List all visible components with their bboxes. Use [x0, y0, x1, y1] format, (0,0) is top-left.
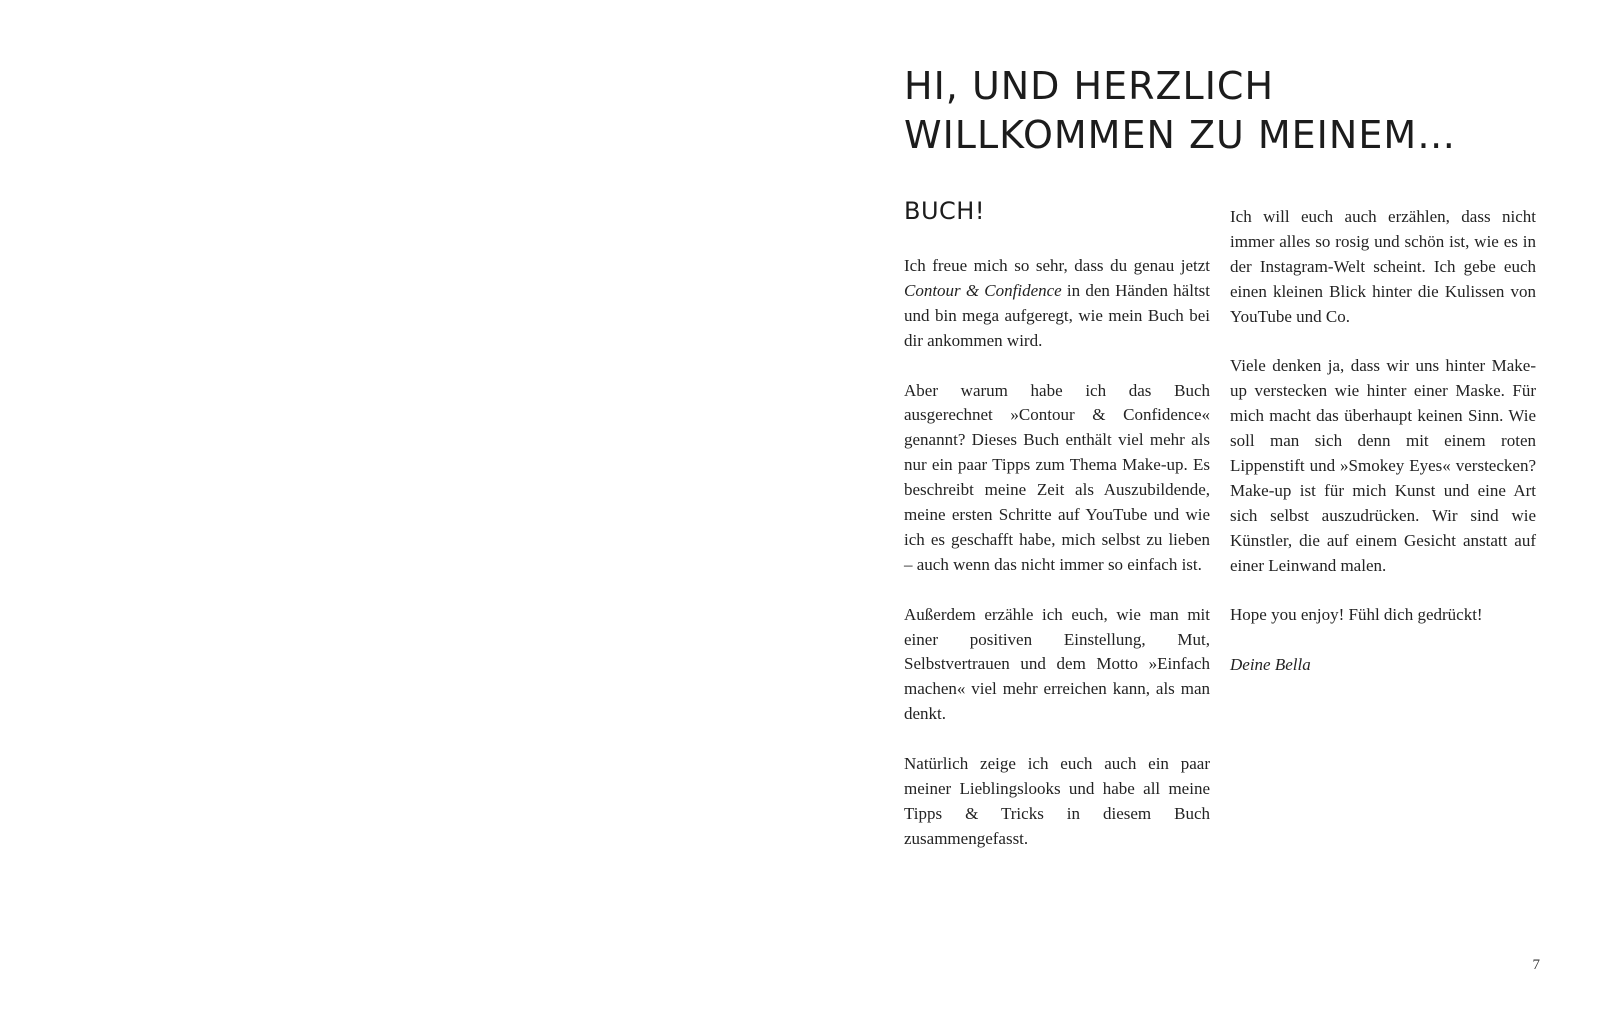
paragraph-attitude: Außerdem erzähle ich euch, wie man mit einer positiven Einstellung, Mut, Selbstvertrauen und dem Motto »Einfach machen« viel mehr erreichen kann, als man denkt.: [904, 604, 1210, 724]
intro-text-end: in den Händen hältst und bin mega aufgeregt, wie mein Buch bei dir ankommen wird.: [904, 280, 1211, 350]
intro-text-start: Ich freue mich so sehr, dass du genau jetzt: [904, 256, 1210, 275]
paragraph-intro: [904, 254, 1210, 354]
signature: Deine Bella: [1230, 655, 1311, 675]
paragraph-closing: Hope you enjoy! Fühl dich gedrückt!: [1230, 605, 1483, 625]
paragraph-looks: Natürlich zeige ich euch auch ein paar meiner Lieblingslooks und habe all meine Tipps & Tricks in diesem Buch zusammengefasst.: [904, 754, 1210, 848]
right-text-column: [1230, 205, 1536, 703]
headline-line-2: WILLKOMMEN ZU MEINEM…: [904, 113, 1457, 157]
paragraph-makeup-art: Viele denken ja, dass wir uns hinter Make-up verstecken wie hinter einer Maske. Für mich macht das überhaupt keinen Sinn. Wie soll man sich denn mit einem roten Lippenstift und »Smokey Eyes« verstecken? Make-up ist für mich Kunst und eine Art sich selbst auszudrücken. Wir sind wie Künstler, die auf einem Gesicht anstatt auf einer Leinwand malen.: [1230, 356, 1536, 575]
paragraph-title-reason: Aber warum habe ich das Buch ausgerechnet »Contour & Confidence« genannt? Dieses Buch enthält viel mehr als nur ein paar Tipps zum Thema Make-up. Es beschreibt meine Zeit als Auszubildende, meine ersten Schritte auf YouTube und wie ich es geschafft habe, mich selbst zu lieben – auch wenn das nicht immer so einfach ist.: [904, 380, 1210, 574]
section-subheading: BUCH!: [904, 197, 985, 225]
book-title-italic: Contour & Confidence: [904, 280, 1062, 300]
paragraph-behind-scenes: Ich will euch auch erzählen, dass nicht immer alles so rosig und schön ist, wie es in der Instagram-Welt scheint. Ich gebe euch einen kleinen Blick hinter die Kulissen von YouTube und Co.: [1230, 207, 1536, 326]
headline-line-1: HI, UND HERZLICH: [904, 64, 1275, 108]
page-number: 7: [1532, 957, 1540, 973]
left-text-column: [904, 254, 1210, 877]
page-headline: [904, 62, 1554, 160]
